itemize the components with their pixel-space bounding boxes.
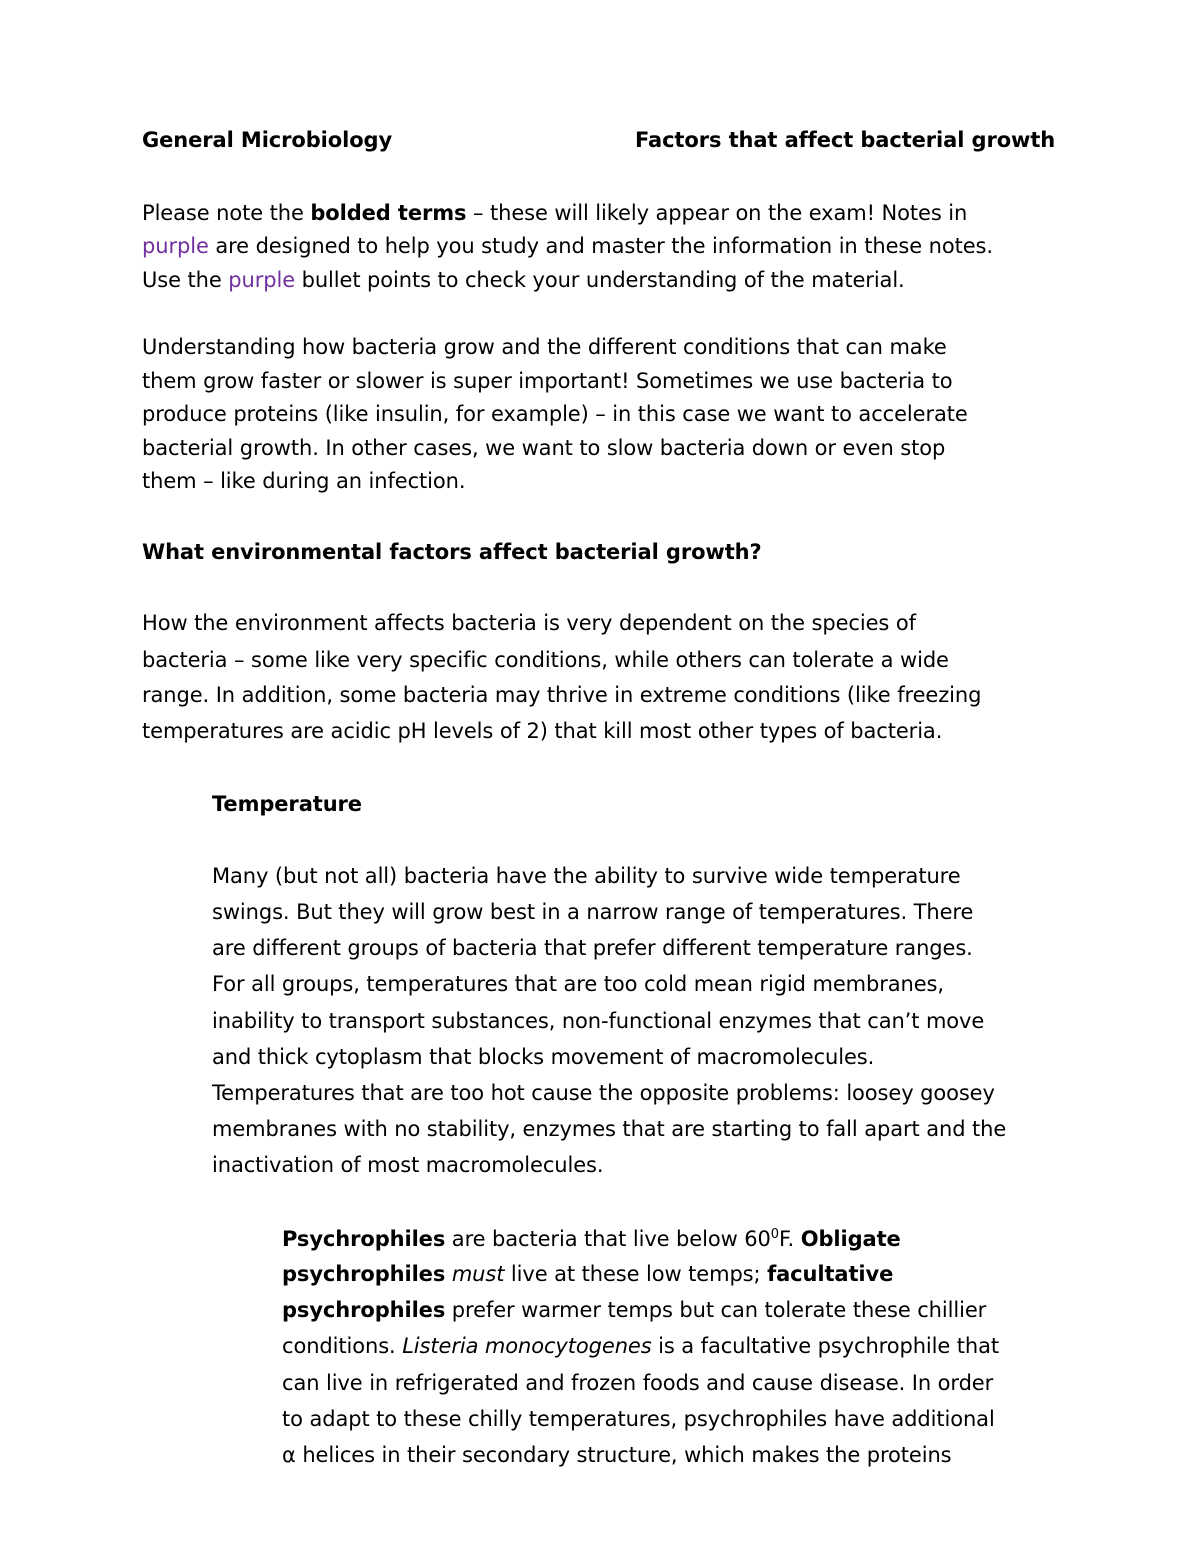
term-psychrophiles: Psychrophiles	[282, 1227, 446, 1251]
course-title: General Microbiology	[142, 128, 393, 152]
temperature-line: swings. But they will grow best in a narrow range of temperatures. There	[212, 900, 974, 924]
para2-line: How the environment affects bacteria is very dependent on the species of	[142, 611, 916, 635]
para2-line: range. In addition, some bacteria may thrive in extreme conditions (like freezing	[142, 683, 982, 707]
temperature-line: and thick cytoplasm that blocks movement of macromolecules.	[212, 1045, 875, 1069]
para1-line: Understanding how bacteria grow and the different conditions that can make	[142, 335, 947, 359]
temperature-line: membranes with no stability, enzymes that are starting to fall apart and the	[212, 1117, 1007, 1141]
para2-line: bacteria – some like very specific conditions, while others can tolerate a wide	[142, 648, 949, 672]
psychro-line-7: α helices in their secondary structure, which makes the proteins	[282, 1443, 952, 1467]
psychro-line-1: Psychrophiles are bacteria that live below $60^0F$. Obligate	[282, 1227, 901, 1251]
para2-line: temperatures are acidic pH levels of 2) that kill most other types of bacteria.	[142, 719, 943, 743]
para1-line: bacterial growth. In other cases, we want to slow bacteria down or even stop	[142, 436, 946, 460]
temperature-line: inability to transport substances, non-functional enzymes that can’t move	[212, 1009, 985, 1033]
psychro-line-2: psychrophiles must live at these low temps; facultative	[282, 1262, 894, 1286]
psychro-line-5: can live in refrigerated and frozen foods and cause disease. In order	[282, 1371, 994, 1395]
para1-line: them – like during an infection.	[142, 469, 466, 493]
intro-line-2: purple are designed to help you study and master the information in these notes.	[142, 234, 993, 258]
bolded-terms-label: bolded terms	[310, 201, 467, 225]
temperature-line: Many (but not all) bacteria have the ability to survive wide temperature	[212, 864, 961, 888]
section-heading: What environmental factors affect bacterial growth?	[142, 540, 762, 564]
para1-line: produce proteins (like insulin, for example) – in this case we want to accelerate	[142, 402, 968, 426]
para1-line: them grow faster or slower is super important! Sometimes we use bacteria to	[142, 369, 953, 393]
term-facultative: facultative	[767, 1262, 894, 1286]
intro-line-3: Use the purple bullet points to check your understanding of the material.	[142, 268, 905, 292]
intro-line-1: Please note the bolded terms – these will likely appear on the exam! Notes in	[142, 201, 968, 225]
topic-title: Factors that affect bacterial growth	[635, 128, 1056, 152]
purple-word: purple	[142, 234, 209, 258]
psychro-line-3: psychrophiles prefer warmer temps but can tolerate these chillier	[282, 1298, 987, 1322]
temperature-line: are different groups of bacteria that prefer different temperature ranges.	[212, 936, 973, 960]
temperature-line: For all groups, temperatures that are too cold mean rigid membranes,	[212, 972, 944, 996]
species-name: Listeria monocytogenes	[402, 1334, 652, 1358]
term-obligate: Obligate	[800, 1227, 901, 1251]
psychro-line-4: conditions. Listeria monocytogenes is a facultative psychrophile that	[282, 1334, 1000, 1358]
temperature-heading: Temperature	[212, 792, 362, 816]
purple-word: purple	[228, 268, 296, 292]
temperature-line: inactivation of most macromolecules.	[212, 1153, 604, 1177]
psychro-line-6: to adapt to these chilly temperatures, psychrophiles have additional	[282, 1407, 995, 1431]
temperature-line: Temperatures that are too hot cause the opposite problems: loosey goosey	[212, 1081, 995, 1105]
